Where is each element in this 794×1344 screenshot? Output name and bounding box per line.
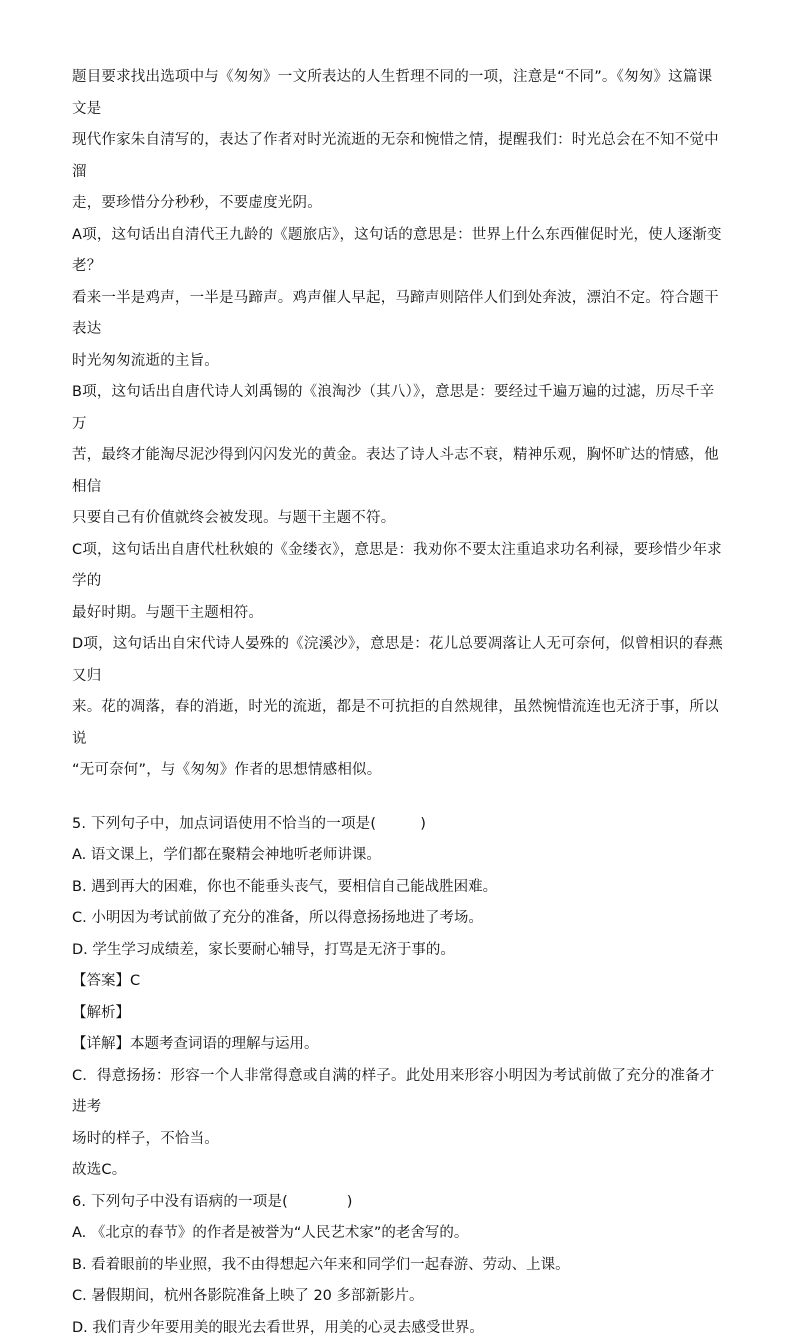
answer-label: 【答案】C bbox=[72, 966, 726, 998]
conclusion: 故选C。 bbox=[72, 1155, 726, 1187]
text-line: C．得意扬扬：形容一个人非常得意或自满的样子。此处用来形容小明因为考试前做了充分的准备才进考 bbox=[72, 1061, 726, 1124]
analysis-option-c bbox=[72, 535, 726, 630]
spacer bbox=[72, 787, 726, 809]
text-line: 最好时期。与题干主题相符。 bbox=[72, 598, 726, 630]
analysis-label: 【解析】 bbox=[72, 998, 726, 1030]
option-c: C. 小明因为考试前做了充分的准备，所以得意扬扬地进了考场。 bbox=[72, 903, 726, 935]
text-line: 看来一半是鸡声，一半是马蹄声。鸡声催人早起，马蹄声则陪伴人们到处奔波，漂泊不定。符合题干表达 bbox=[72, 283, 726, 346]
text-line: “无可奈何”，与《匆匆》作者的思想情感相似。 bbox=[72, 755, 726, 787]
text-line: C项，这句话出自唐代杜秋娘的《金缕衣》，意思是：我劝你不要太注重追求功名利禄，要珍惜少年求学的 bbox=[72, 535, 726, 598]
option-a: A. 《北京的春节》的作者是被誉为“人民艺术家”的老舍写的。 bbox=[72, 1218, 726, 1250]
option-a: A. 语文课上，学们都在聚精会神地听老师讲课。 bbox=[72, 840, 726, 872]
detail-label: 【详解】本题考查词语的理解与运用。 bbox=[72, 1029, 726, 1061]
text-line: 走，要珍惜分分秒秒，不要虚度光阴。 bbox=[72, 188, 726, 220]
analysis-option-a bbox=[72, 220, 726, 378]
text-line: 苦，最终才能淘尽泥沙得到闪闪发光的黄金。表达了诗人斗志不衰，精神乐观，胸怀旷达的情感，他相信 bbox=[72, 440, 726, 503]
text-line: 来。花的凋落，春的消逝，时光的流逝，都是不可抗拒的自然规律，虽然惋惜流连也无济于事，所以说 bbox=[72, 692, 726, 755]
option-c: C. 暑假期间，杭州各影院准备上映了 20 多部新影片。 bbox=[72, 1281, 726, 1313]
text-line: 场时的样子，不恰当。 bbox=[72, 1124, 726, 1156]
question-stem: 6. 下列句子中没有语病的一项是( ) bbox=[72, 1187, 726, 1219]
question-stem: 5. 下列句子中，加点词语使用不恰当的一项是( ) bbox=[72, 809, 726, 841]
analysis-option-b bbox=[72, 377, 726, 535]
option-b: B. 看着眼前的毕业照，我不由得想起六年来和同学们一起春游、劳动、上课。 bbox=[72, 1250, 726, 1282]
text-line: A项，这句话出自清代王九龄的《题旅店》，这句话的意思是：世界上什么东西催促时光，使人逐渐变老？ bbox=[72, 220, 726, 283]
text-line: B项，这句话出自唐代诗人刘禹锡的《浪淘沙（其八）》，意思是：要经过千遍万遍的过滤，历尽千辛万 bbox=[72, 377, 726, 440]
question-6 bbox=[72, 1187, 726, 1344]
question-5 bbox=[72, 809, 726, 1187]
text-line: 只要自己有价值就终会被发现。与题干主题不符。 bbox=[72, 503, 726, 535]
option-d: D. 学生学习成绩差，家长要耐心辅导，打骂是无济于事的。 bbox=[72, 935, 726, 967]
option-d: D. 我们青少年要用美的眼光去看世界，用美的心灵去感受世界。 bbox=[72, 1313, 726, 1344]
text-line: D项，这句话出自宋代诗人晏殊的《浣溪沙》，意思是：花儿总要凋落让人无可奈何，似曾相识的春燕又归 bbox=[72, 629, 726, 692]
option-b: B. 遇到再大的困难，你也不能垂头丧气，要相信自己能战胜困难。 bbox=[72, 872, 726, 904]
text-line: 时光匆匆流逝的主旨。 bbox=[72, 346, 726, 378]
text-line: 题目要求找出选项中与《匆匆》一文所表达的人生哲理不同的一项，注意是“不同”。《匆匆》这篇课文是 bbox=[72, 62, 726, 125]
text-line: 现代作家朱自清写的，表达了作者对时光流逝的无奈和惋惜之情，提醒我们：时光总会在不知不觉中溜 bbox=[72, 125, 726, 188]
analysis-option-d bbox=[72, 629, 726, 787]
analysis-intro bbox=[72, 62, 726, 220]
